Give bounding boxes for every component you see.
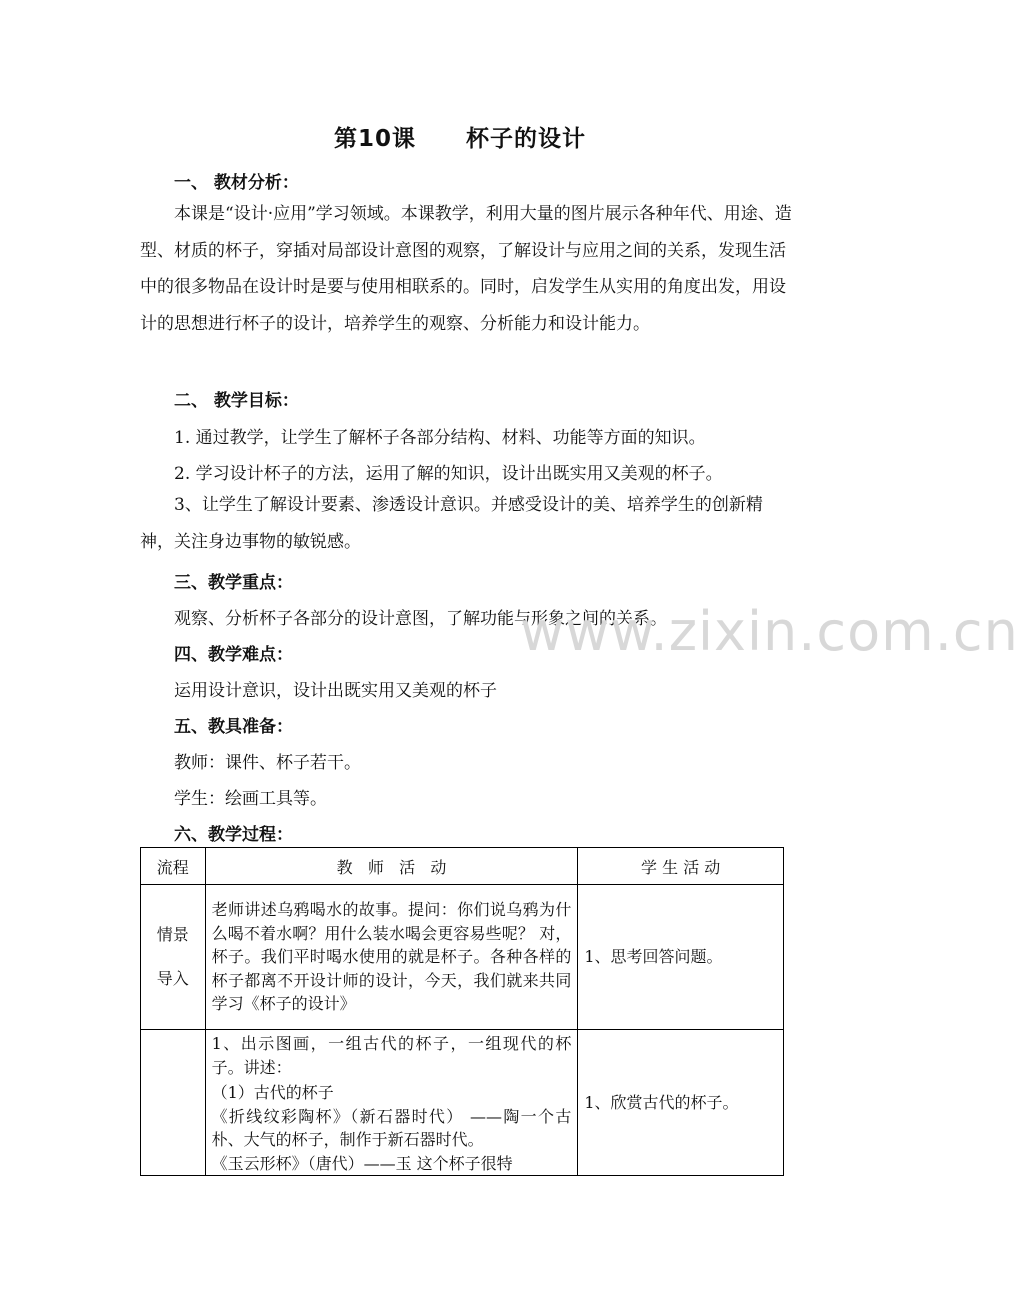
analysis-paragraph: 本课是“设计·应用”学习领域。本课教学，利用大量的图片展示各种年代、用途、造型、材质的杯子，穿插对局部设计意图的观察，了解设计与应用之间的关系，发现生活中的很多物品在设计时是要与使用相联系的。同时，启发学生从实用的角度出发，用设计的思想进行杯子的设计，培养学生的观察、分析能力和设计能力。 bbox=[140, 204, 792, 334]
flow-cell bbox=[141, 1030, 206, 1176]
table-row bbox=[141, 1030, 784, 1176]
page-title bbox=[0, 120, 920, 153]
flow-cell bbox=[141, 885, 206, 1030]
materials-student: 学生：绘画工具等。 bbox=[174, 789, 327, 809]
goal-item-3: 3、让学生了解设计要素、渗透设计意识。并感受设计的美、培养学生的创新精神，关注身边事物的敏锐感。 bbox=[140, 495, 763, 552]
flow-label-line-1: 情景 bbox=[156, 925, 189, 944]
teacher-activity-line: 《折线纹彩陶杯》（新石器时代） ——陶一个古朴、大气的杯子，制作于新石器时代。 bbox=[211, 1106, 572, 1149]
lesson-number: 第10课 bbox=[333, 126, 416, 152]
header-teacher-activity: 教 师 活 动 bbox=[205, 848, 578, 885]
difficulties-text: 运用设计意识，设计出既实用又美观的杯子 bbox=[174, 681, 497, 701]
student-activity-text: 1、欣赏古代的杯子。 bbox=[584, 1092, 739, 1112]
section-heading-key-points: 三、教学重点： bbox=[174, 573, 293, 593]
section-heading-materials: 五、教具准备： bbox=[174, 717, 293, 737]
table-row bbox=[141, 885, 784, 1030]
key-points-text: 观察、分析杯子各部分的设计意图，了解功能与形象之间的关系。 bbox=[174, 609, 667, 629]
section-heading-difficulties: 四、教学难点： bbox=[174, 645, 293, 665]
teacher-activity-cell bbox=[205, 1030, 578, 1176]
goal-item-2: 2. 学习设计杯子的方法，运用了解的知识，设计出既实用又美观的杯子。 bbox=[174, 464, 723, 484]
teacher-activity-line: 《玉云形杯》（唐代）——玉 这个杯子很特 bbox=[211, 1153, 513, 1173]
teacher-activity-cell bbox=[205, 885, 578, 1030]
flow-label-line-2: 导入 bbox=[156, 969, 189, 988]
materials-teacher: 教师：课件、杯子若干。 bbox=[174, 753, 361, 773]
section-heading-process: 六、教学过程： bbox=[174, 825, 293, 845]
student-activity-text: 1、思考回答问题。 bbox=[584, 947, 723, 967]
header-flow: 流程 bbox=[141, 848, 206, 885]
section-heading-goals: 二、 教学目标： bbox=[174, 391, 299, 411]
header-student-activity: 学 生 活 动 bbox=[578, 848, 784, 885]
teacher-activity-line: 1、出示图画，一组古代的杯子，一组现代的杯子。讲述： bbox=[211, 1034, 572, 1077]
watermark: www.zixin.com.cn bbox=[520, 600, 1019, 663]
student-activity-cell bbox=[578, 885, 784, 1030]
table-header-row bbox=[141, 848, 784, 885]
teacher-activity-line: （1）古代的杯子 bbox=[211, 1083, 334, 1102]
teacher-activity-text: 老师讲述乌鸦喝水的故事。提问：你们说乌鸦为什么喝不着水啊？用什么装水喝会更容易些呢？ 对，杯子。我们平时喝水使用的就是杯子。各种各样的杯子都离不开设计师的设计，今天，我们就来共同学习《杯子的设计》 bbox=[211, 900, 572, 1014]
goal-item-1: 1. 通过教学，让学生了解杯子各部分结构、材料、功能等方面的知识。 bbox=[174, 428, 706, 448]
section-heading-analysis: 一、 教材分析： bbox=[174, 173, 299, 193]
teaching-process-table bbox=[140, 847, 784, 1176]
student-activity-cell bbox=[578, 1030, 784, 1176]
lesson-name: 杯子的设计 bbox=[466, 126, 586, 152]
